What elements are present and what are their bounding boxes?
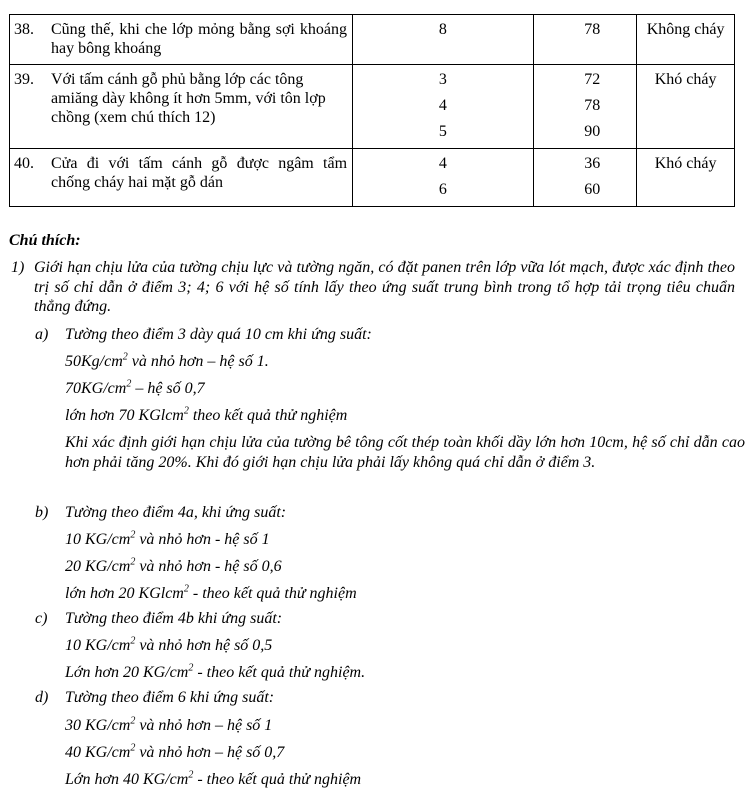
line-text: 20 KG/cm <box>65 558 131 575</box>
line-text: và nhỏ hơn – hệ số 1. <box>127 353 269 370</box>
line-text: theo kết quả thử nghiệm <box>188 407 348 424</box>
superscript: 2 <box>130 715 136 727</box>
fire-resistance-table <box>9 14 735 207</box>
line-text: 10 KG/cm <box>65 531 131 548</box>
note-d-label: d) <box>35 689 49 706</box>
notes-title: Chú thích: <box>9 232 81 249</box>
line-text: và nhỏ hơn - hệ số 1 <box>135 531 270 548</box>
line-text: lớn hơn 20 KGlcm <box>65 585 184 602</box>
note-c-line-2 <box>65 663 745 683</box>
line-text: 40 KG/cm <box>65 744 131 761</box>
superscript: 2 <box>130 529 136 541</box>
flammability-value: Không cháy <box>646 21 725 38</box>
flammability-cell <box>637 149 735 207</box>
note-c <box>35 610 282 628</box>
superscript: 2 <box>122 351 128 363</box>
table-row <box>10 149 735 207</box>
thickness-value: 4 <box>438 155 447 172</box>
note-d-line-1 <box>65 716 745 736</box>
note-a-line-1 <box>65 352 745 372</box>
line-text: và nhỏ hơn hệ số 0,5 <box>135 637 273 654</box>
superscript: 2 <box>130 556 136 568</box>
note-b-line-1 <box>65 530 745 550</box>
note-1-label: 1) <box>11 259 25 276</box>
line-text: 70KG/cm <box>65 380 127 397</box>
row-number: 40. <box>14 155 34 172</box>
row-description: Với tấm cánh gỗ phủ bằng lớp các tông amiăng dày không ít hơn 5mm, với tôn lợp chồng (xem chú thích 12) <box>51 71 326 126</box>
superscript: 2 <box>183 405 189 417</box>
fire-limit-value: 36 <box>584 155 601 172</box>
note-d <box>35 689 274 707</box>
fire-limit-cell <box>533 15 637 65</box>
superscript: 2 <box>126 378 132 390</box>
row-description: Cửa đi với tấm cánh gỗ được ngâm tẩm chống cháy hai mặt gỗ dán <box>51 155 348 191</box>
line-text: và nhỏ hơn – hệ số 0,7 <box>135 744 285 761</box>
note-d-line-3 <box>65 770 745 790</box>
thickness-cell <box>353 149 534 207</box>
thickness-cell <box>353 65 534 149</box>
fire-limit-value: 78 <box>584 97 601 114</box>
note-a-line-3 <box>65 406 745 426</box>
note-d-line-2 <box>65 743 745 763</box>
superscript: 2 <box>130 742 136 754</box>
note-1 <box>11 258 735 317</box>
fire-limit-value: 90 <box>584 123 601 140</box>
note-b-line-3 <box>65 584 745 604</box>
note-c-label: c) <box>35 610 48 627</box>
note-b-text: Tường theo điểm 4a, khi ứng suất: <box>65 504 287 521</box>
thickness-value: 3 <box>438 71 447 88</box>
flammability-value: Khó cháy <box>654 71 717 88</box>
fire-limit-cell <box>533 149 637 207</box>
thickness-value: 4 <box>438 97 447 114</box>
line-text: 30 KG/cm <box>65 717 131 734</box>
line-text: 10 KG/cm <box>65 637 131 654</box>
row-number: 39. <box>14 71 34 88</box>
note-c-text: Tường theo điểm 4b khi ứng suất: <box>65 610 283 627</box>
row-description-cell <box>10 65 353 149</box>
fire-limit-cell <box>533 65 637 149</box>
fire-limit-value: 72 <box>584 71 601 88</box>
flammability-cell <box>637 65 735 149</box>
note-b-line-2 <box>65 557 745 577</box>
line-text: 50Kg/cm <box>65 353 123 370</box>
superscript: 2 <box>188 662 194 674</box>
note-a-line-4: Khi xác định giới hạn chịu lửa của tường bê tông cốt thép toàn khối dầy lớn hơn 10cm, hệ số chỉ dẫn cao hơn phải tăng 20%. Khi đó giới hạn chịu lửa phải lấy không quá chỉ dẫn ở điểm 3. <box>65 434 745 471</box>
flammability-value: Khó cháy <box>654 155 717 172</box>
line-text: và nhỏ hơn – hệ số 1 <box>135 717 273 734</box>
row-description: Cũng thế, khi che lớp mỏng bằng sợi khoáng hay bông khoáng <box>51 21 348 57</box>
row-number: 38. <box>14 21 34 38</box>
line-text: và nhỏ hơn - hệ số 0,6 <box>135 558 282 575</box>
note-b <box>35 504 286 522</box>
row-description-cell <box>10 149 353 207</box>
line-text: - theo kết quả thử nghiệm <box>193 771 362 788</box>
flammability-cell <box>637 15 735 65</box>
note-a <box>35 326 372 344</box>
superscript: 2 <box>188 769 194 781</box>
line-text: - theo kết quả thử nghiệm. <box>193 664 366 681</box>
line-text: – hệ số 0,7 <box>131 380 205 397</box>
note-a-label: a) <box>35 326 49 343</box>
note-d-text: Tường theo điểm 6 khi ứng suất: <box>65 689 275 706</box>
line-text: - theo kết quả thử nghiệm <box>188 585 357 602</box>
superscript: 2 <box>183 583 189 595</box>
note-b-label: b) <box>35 504 49 521</box>
note-a-text: Tường theo điểm 3 dày quá 10 cm khi ứng suất: <box>65 326 372 343</box>
superscript: 2 <box>130 635 136 647</box>
thickness-value: 6 <box>438 181 447 198</box>
thickness-value: 5 <box>438 123 447 140</box>
table-row <box>10 65 735 149</box>
note-1-text: Giới hạn chịu lửa của tường chịu lực và tường ngăn, có đặt panen trên lớp vữa lót mạch, được xác định theo trị số chỉ dẫn ở điểm 3; 4; 6 với hệ số tính lấy theo ứng suất trung bình trong tổ hợp tải trọng tiêu chuẩn thẳng đứng. <box>34 259 735 315</box>
line-text: Lớn hơn 20 KG/cm <box>65 664 189 681</box>
note-c-line-1 <box>65 636 745 656</box>
table-row <box>10 15 735 65</box>
fire-limit-value: 78 <box>584 21 601 38</box>
line-text: lớn hơn 70 KGlcm <box>65 407 184 424</box>
line-text: Lớn hơn 40 KG/cm <box>65 771 189 788</box>
row-description-cell <box>10 15 353 65</box>
note-a-line-2 <box>65 379 745 399</box>
fire-limit-value: 60 <box>584 181 601 198</box>
thickness-value: 8 <box>438 21 447 38</box>
thickness-cell <box>353 15 534 65</box>
